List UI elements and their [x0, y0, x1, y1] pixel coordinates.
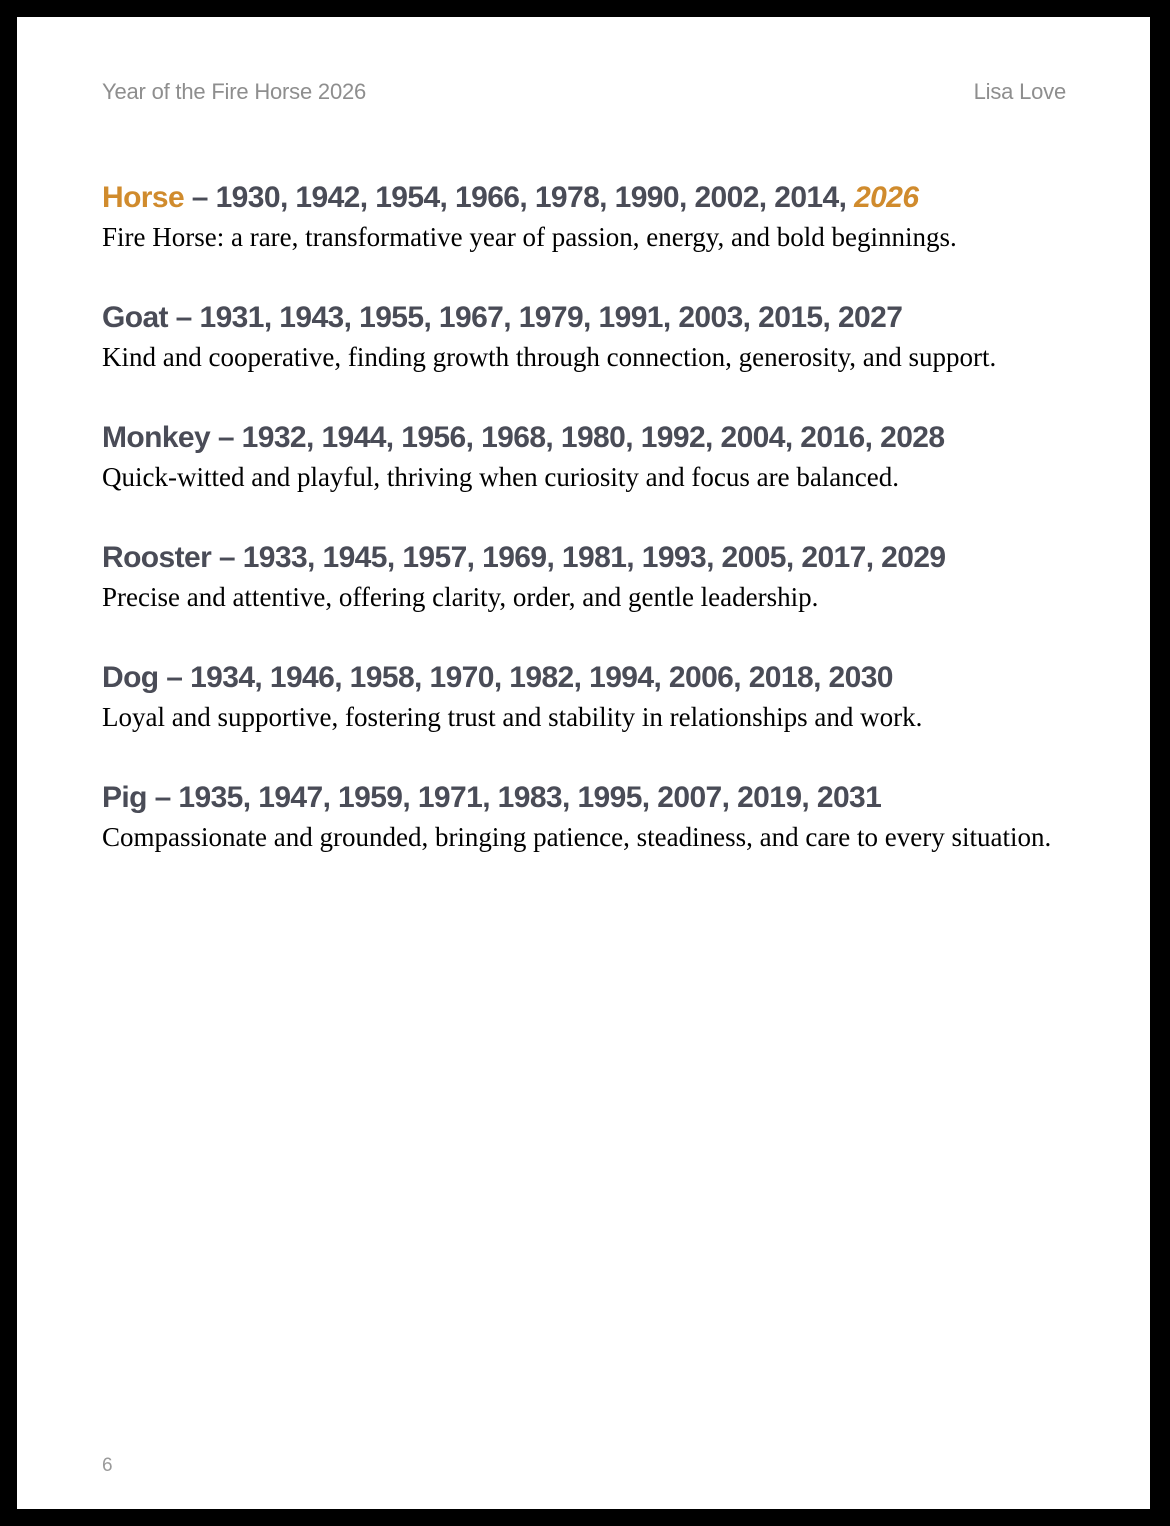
- animal-name-highlight: Horse: [102, 181, 185, 214]
- entry-description: Kind and cooperative, finding growth through connection, generosity, and support.: [102, 342, 997, 372]
- entry-description: Compassionate and grounded, bringing patience, steadiness, and care to every situation.: [102, 822, 1052, 852]
- entry-description: Precise and attentive, offering clarity, order, and gentle leadership.: [102, 582, 819, 612]
- zodiac-entry-horse: [102, 179, 1082, 257]
- entry-heading: Pig – 1935, 1947, 1959, 1971, 1983, 1995, 2007, 2019, 2031: [102, 781, 882, 814]
- zodiac-entry-rooster: [102, 539, 1082, 617]
- zodiac-entry-goat: [102, 299, 1082, 377]
- entry-heading: Goat – 1931, 1943, 1955, 1967, 1979, 1991, 2003, 2015, 2027: [102, 301, 903, 334]
- entry-heading: Dog – 1934, 1946, 1958, 1970, 1982, 1994, 2006, 2018, 2030: [102, 661, 893, 694]
- page-number: 6: [102, 1455, 113, 1476]
- entry-heading: [102, 179, 1082, 217]
- zodiac-entry-monkey: [102, 419, 1082, 497]
- zodiac-entry-dog: [102, 659, 1082, 737]
- highlight-year: 2026: [854, 181, 919, 214]
- entry-description: Quick-witted and playful, thriving when curiosity and focus are balanced.: [102, 462, 900, 492]
- zodiac-entries: [102, 179, 1082, 899]
- entry-description: Loyal and supportive, fostering trust and stability in relationships and work.: [102, 702, 923, 732]
- entry-years: – 1930, 1942, 1954, 1966, 1978, 1990, 2002, 2014,: [184, 181, 855, 214]
- entry-description: Fire Horse: a rare, transformative year of passion, energy, and bold beginnings.: [102, 222, 957, 252]
- zodiac-entry-pig: [102, 779, 1082, 857]
- document-page: [17, 17, 1150, 1509]
- page-header: [102, 79, 1066, 105]
- header-title: Year of the Fire Horse 2026: [102, 79, 367, 104]
- header-author: Lisa Love: [973, 79, 1066, 104]
- entry-heading: Rooster – 1933, 1945, 1957, 1969, 1981, 1993, 2005, 2017, 2029: [102, 541, 946, 574]
- entry-heading: Monkey – 1932, 1944, 1956, 1968, 1980, 1992, 2004, 2016, 2028: [102, 421, 945, 454]
